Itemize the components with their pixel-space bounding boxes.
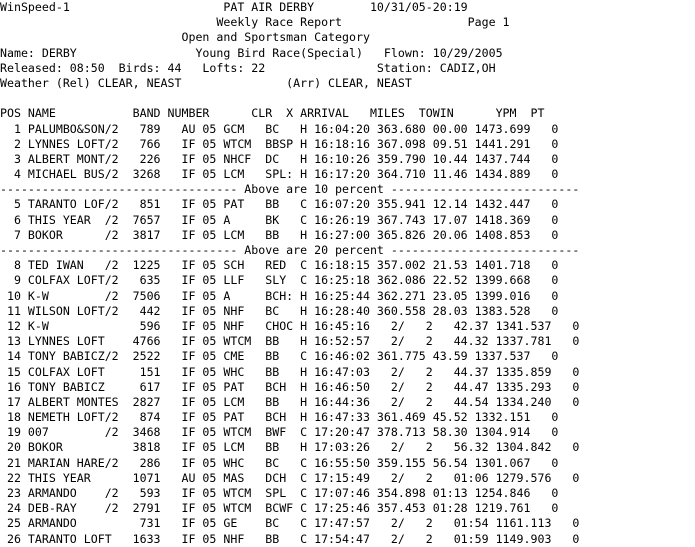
report-line: 18 NEMETH LOFT/2 874 IF 05 PAT BCH H 16:47:33 361.469 45.52 1332.151 0: [0, 410, 559, 425]
report-line: 13 LYNNES LOFT 4766 IF 05 WTCM BB H 16:52:57 2/ 2 44.32 1337.781 0: [0, 334, 580, 349]
report-line: Name: DERBY Young Bird Race(Special) Flown: 10/29/2005: [0, 45, 503, 60]
report-line: 7 BOKOR /2 3817 IF 05 LCM BB H 16:27:00 365.826 20.06 1408.853 0: [0, 227, 559, 242]
report-line: 22 THIS YEAR 1071 AU 05 MAS DCH C 17:15:49 2/ 2 01:06 1279.576 0: [0, 470, 580, 485]
report-line: 23 ARMANDO /2 593 IF 05 WTCM SPL C 17:07:46 354.898 01:13 1254.846 0: [0, 486, 559, 500]
report-line: 10 K-W /2 7506 IF 05 A BCH: H 16:25:44 362.271 23.05 1399.016 0: [0, 288, 559, 303]
report-line: 14 TONY BABICZ/2 2522 IF 05 CME BB C 16:46:02 361.775 43.59 1337.537 0: [0, 349, 559, 364]
report-line: 4 MICHAEL BUS/2 3268 IF 05 LCM SPL: H 16:17:20 364.710 11.46 1434.889 0: [0, 167, 559, 182]
report-line: 16 TONY BABICZ 617 IF 05 PAT BCH H 16:46:50 2/ 2 44.47 1335.293 0: [0, 379, 580, 394]
report-line: WinSpeed-1 PAT AIR DERBY 10/31/05-20:19: [0, 0, 468, 14]
report-line: Released: 08:50 Birds: 44 Lofts: 22 Station: CADIZ,OH: [0, 60, 496, 75]
report-line: 26 TARANTO LOFT 1633 IF 05 NHF BB C 17:54:47 2/ 2 01:59 1149.903 0: [0, 531, 580, 546]
report-line: 21 MARIAN HARE/2 286 IF 05 WHC BC C 16:55:50 359.155 56.54 1301.067 0: [0, 455, 559, 470]
report-line: 12 K-W 596 IF 05 NHF CHOC H 16:45:16 2/ 2 42.37 1341.537 0: [0, 318, 580, 333]
report-line: 6 THIS YEAR /2 7657 IF 05 A BK C 16:26:19 367.743 17.07 1418.369 0: [0, 212, 559, 227]
report-line: 20 BOKOR 3818 IF 05 LCM BB H 17:03:26 2/ 2 56.32 1304.842 0: [0, 440, 580, 455]
report-line: 9 COLFAX LOFT/2 635 IF 05 LLF SLY C 16:25:18 362.086 22.52 1399.668 0: [0, 273, 559, 288]
report-line: 25 ARMANDO 731 IF 05 GE BC C 17:47:57 2/ 2 01:54 1161.113 0: [0, 516, 580, 531]
report-line: 5 TARANTO LOF/2 851 IF 05 PAT BB C 16:07:20 355.941 12.14 1432.447 0: [0, 197, 559, 212]
report-line: 3 ALBERT MONT/2 226 IF 05 NHCF DC H 16:10:26 359.790 10.44 1437.744 0: [0, 151, 559, 166]
report-line: 24 DEB-RAY /2 2791 IF 05 WTCM BCWF C 17:25:46 357.453 01:28 1219.761 0: [0, 501, 559, 516]
report-line: 8 TED IWAN /2 1225 IF 05 SCH RED C 16:18:15 357.002 21.53 1401.718 0: [0, 258, 559, 273]
report-line: Weather (Rel) CLEAR, NEAST (Arr) CLEAR, NEAST: [0, 75, 412, 90]
report-line: 11 WILSON LOFT/2 442 IF 05 NHF BC H 16:28:40 360.558 28.03 1383.528 0: [0, 303, 559, 318]
report-line: 1 PALUMBO&SON/2 789 AU 05 GCM BC H 16:04:20 363.680 00.00 1473.699 0: [0, 121, 559, 136]
report-line: 2 LYNNES LOFT/2 766 IF 05 WTCM BBSP H 16:18:16 367.098 09.51 1441.291 0: [0, 136, 559, 151]
report-line: 15 COLFAX LOFT 151 IF 05 WHC BB H 16:47:03 2/ 2 44.37 1335.859 0: [0, 364, 580, 379]
report-line: [0, 91, 579, 106]
report-line: ---------------------------------- Above are 20 percent ---------------------------: [0, 243, 580, 257]
report-line: 19 007 /2 3468 IF 05 WTCM BWF C 17:20:47 378.713 58.30 1304.914 0: [0, 425, 559, 440]
report-line: Weekly Race Report Page 1: [0, 15, 510, 30]
report-line: POS NAME BAND NUMBER CLR X ARRIVAL MILES TOWIN YPM PT: [0, 106, 545, 121]
report-line: Open and Sportsman Category: [0, 30, 370, 45]
report-line: ---------------------------------- Above are 10 percent ---------------------------: [0, 182, 580, 197]
report-line: 17 ALBERT MONTES 2827 IF 05 LCM BB H 16:44:36 2/ 2 44.54 1334.240 0: [0, 394, 580, 409]
